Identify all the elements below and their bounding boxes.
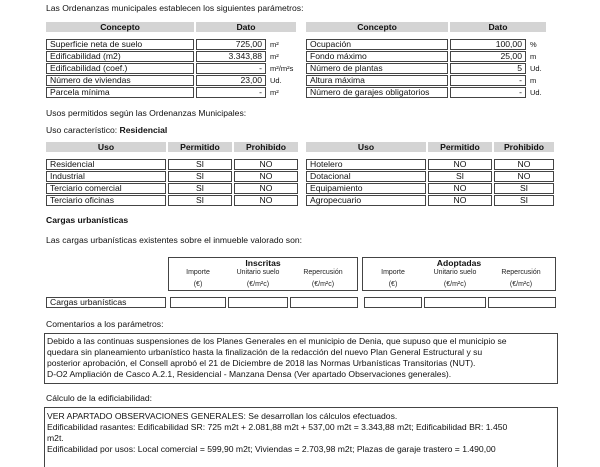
use-prohibido: SI xyxy=(494,183,554,194)
cargas-inscritas-repercusion-cell xyxy=(290,297,358,308)
cargas-adoptadas-repercusion-cell xyxy=(488,297,556,308)
param-unit: m²/m²s xyxy=(270,64,294,73)
comments-heading: Comentarios a los parámetros: xyxy=(46,319,164,329)
uses-header-uso-right: Uso xyxy=(306,142,426,152)
use-permitido: NO xyxy=(428,195,492,206)
param-unit: m² xyxy=(270,40,279,49)
param-unit: % xyxy=(530,40,537,49)
param-value: 100,00 xyxy=(450,39,526,50)
use-name: Equipamiento xyxy=(306,183,426,194)
cargas-col-unit-importe: (€) xyxy=(193,281,203,288)
use-name: Residencial xyxy=(46,159,166,170)
comments-line: quedara sin planeamiento urbanístico hasta la finalización de la redacción del nuevo Plan General Estructural y su xyxy=(47,347,483,357)
params-header-concepto-left: Concepto xyxy=(46,22,194,32)
param-unit: Ud. xyxy=(270,76,282,85)
cargas-col-repercusion: Repercusión xyxy=(501,269,541,276)
param-unit: m xyxy=(530,76,537,85)
cargas-col-unitario: Unitario suelo xyxy=(433,269,477,276)
cargas-adoptadas-importe-cell xyxy=(364,297,422,308)
param-concept: Número de garajes obligatorios xyxy=(306,87,448,98)
cargas-col-repercusion: Repercusión xyxy=(303,269,343,276)
param-unit: m² xyxy=(270,88,279,97)
cargas-intro: Las cargas urbanísticas existentes sobre el inmueble valorado son: xyxy=(46,235,303,245)
param-concept: Superficie neta de suelo xyxy=(46,39,194,50)
use-permitido: SI xyxy=(168,159,232,170)
comments-line: D-O2 Ampliación de Casco A.2.1, Residencial - Manzana Densa (Ver apartado Observaciones generales). xyxy=(47,369,452,379)
params-header-dato-left: Dato xyxy=(196,22,296,32)
param-unit: Ud. xyxy=(530,64,542,73)
use-name: Dotacional xyxy=(306,171,426,182)
comments-line: posterior aprobación, el Consell aprobó el 21 de Diciembre de 2018 las Normas Urbanísticas Transitorias (NUT). xyxy=(47,358,476,368)
uses-header-uso-left: Uso xyxy=(46,142,166,152)
uses-intro: Usos permitidos según las Ordenanzas Municipales: xyxy=(46,108,247,118)
cargas-adoptadas-unitario-cell xyxy=(424,297,486,308)
use-permitido: SI xyxy=(168,171,232,182)
uso-caracteristico xyxy=(46,125,167,135)
cargas-inscritas-unitario-cell xyxy=(228,297,288,308)
use-permitido: SI xyxy=(168,183,232,194)
use-prohibido: NO xyxy=(234,159,298,170)
param-unit: m xyxy=(530,52,537,61)
param-concept: Edificabilidad (m2) xyxy=(46,51,194,62)
cargas-heading: Cargas urbanísticas xyxy=(46,215,129,225)
use-prohibido: SI xyxy=(494,195,554,206)
uses-header-prohibido-left: Prohibido xyxy=(234,142,298,152)
param-value: 23,00 xyxy=(196,75,266,86)
cargas-group-adoptadas: Adoptadas xyxy=(436,258,482,268)
param-value: 3.343,88 xyxy=(196,51,266,62)
param-value: - xyxy=(196,87,266,98)
param-value: - xyxy=(450,75,526,86)
cargas-row-label: Cargas urbanísticas xyxy=(46,297,166,308)
param-concept: Fondo máximo xyxy=(306,51,448,62)
use-name: Terciario comercial xyxy=(46,183,166,194)
params-header-concepto-right: Concepto xyxy=(306,22,448,32)
use-prohibido: NO xyxy=(234,195,298,206)
params-header-dato-right: Dato xyxy=(450,22,546,32)
edificabilidad-line: Edificabilidad por usos: Local comercial = 599,90 m2t; Viviendas = 2.703,98 m2t; Plazas de garaje trastero = 1.490,00 xyxy=(47,444,496,454)
uso-caracteristico-value: Residencial xyxy=(119,125,168,135)
use-prohibido: NO xyxy=(234,171,298,182)
param-value: - xyxy=(196,63,266,74)
use-name: Agropecuario xyxy=(306,195,426,206)
edificabilidad-line: VER APARTADO OBSERVACIONES GENERALES: Se desarrollan los cálculos efectuados. xyxy=(47,411,398,421)
uses-header-permitido-right: Permitido xyxy=(428,142,492,152)
param-concept: Edificabilidad (coef.) xyxy=(46,63,194,74)
cargas-col-unitario: Unitario suelo xyxy=(236,269,280,276)
param-value: 5 xyxy=(450,63,526,74)
params-intro: Las Ordenanzas municipales establecen los siguientes parámetros: xyxy=(46,3,304,13)
param-value: 725,00 xyxy=(196,39,266,50)
cargas-col-importe: Importe xyxy=(381,269,405,276)
edificabilidad-line: Edificabilidad rasantes: Edificabilidad SR: 725 m2t + 2.081,88 m2t + 537,00 m2t = 3.343,88 m2t; Edificabilidad BR: 1.450 xyxy=(47,422,508,432)
param-concept: Parcela mínima xyxy=(46,87,194,98)
param-concept: Ocupación xyxy=(306,39,448,50)
cargas-col-unit-unitario: (€/m²c) xyxy=(246,281,270,288)
edificabilidad-heading: Cálculo de la edificiabilidad: xyxy=(46,393,153,403)
cargas-col-unit-repercusion: (€/m²c) xyxy=(311,281,335,288)
param-value: - xyxy=(450,87,526,98)
use-name: Hotelero xyxy=(306,159,426,170)
use-permitido: NO xyxy=(428,159,492,170)
cargas-inscritas-importe-cell xyxy=(170,297,226,308)
cargas-col-unit-importe: (€) xyxy=(388,281,398,288)
cargas-col-unit-unitario: (€/m²c) xyxy=(443,281,467,288)
cargas-group-inscritas: Inscritas xyxy=(245,258,281,268)
use-permitido: SI xyxy=(428,171,492,182)
param-concept: Altura máxima xyxy=(306,75,448,86)
use-permitido: NO xyxy=(428,183,492,194)
param-value: 25,00 xyxy=(450,51,526,62)
cargas-col-unit-repercusion: (€/m²c) xyxy=(509,281,533,288)
use-prohibido: NO xyxy=(234,183,298,194)
comments-line: Debido a las continuas suspensiones de los Planes Generales en el municipio de Denia, que supuso que el municipio se xyxy=(47,336,507,346)
param-unit: m² xyxy=(270,52,279,61)
param-unit: Ud. xyxy=(530,88,542,97)
edificabilidad-line: m2t. xyxy=(47,433,64,443)
uses-header-permitido-left: Permitido xyxy=(168,142,232,152)
param-concept: Número de plantas xyxy=(306,63,448,74)
cargas-col-importe: Importe xyxy=(186,269,210,276)
param-concept: Número de viviendas xyxy=(46,75,194,86)
uso-caracteristico-label: Uso característico: xyxy=(46,125,120,135)
use-prohibido: NO xyxy=(494,159,554,170)
use-name: Terciario oficinas xyxy=(46,195,166,206)
use-permitido: SI xyxy=(168,195,232,206)
uses-header-prohibido-right: Prohibido xyxy=(494,142,554,152)
use-name: Industrial xyxy=(46,171,166,182)
use-prohibido: NO xyxy=(494,171,554,182)
